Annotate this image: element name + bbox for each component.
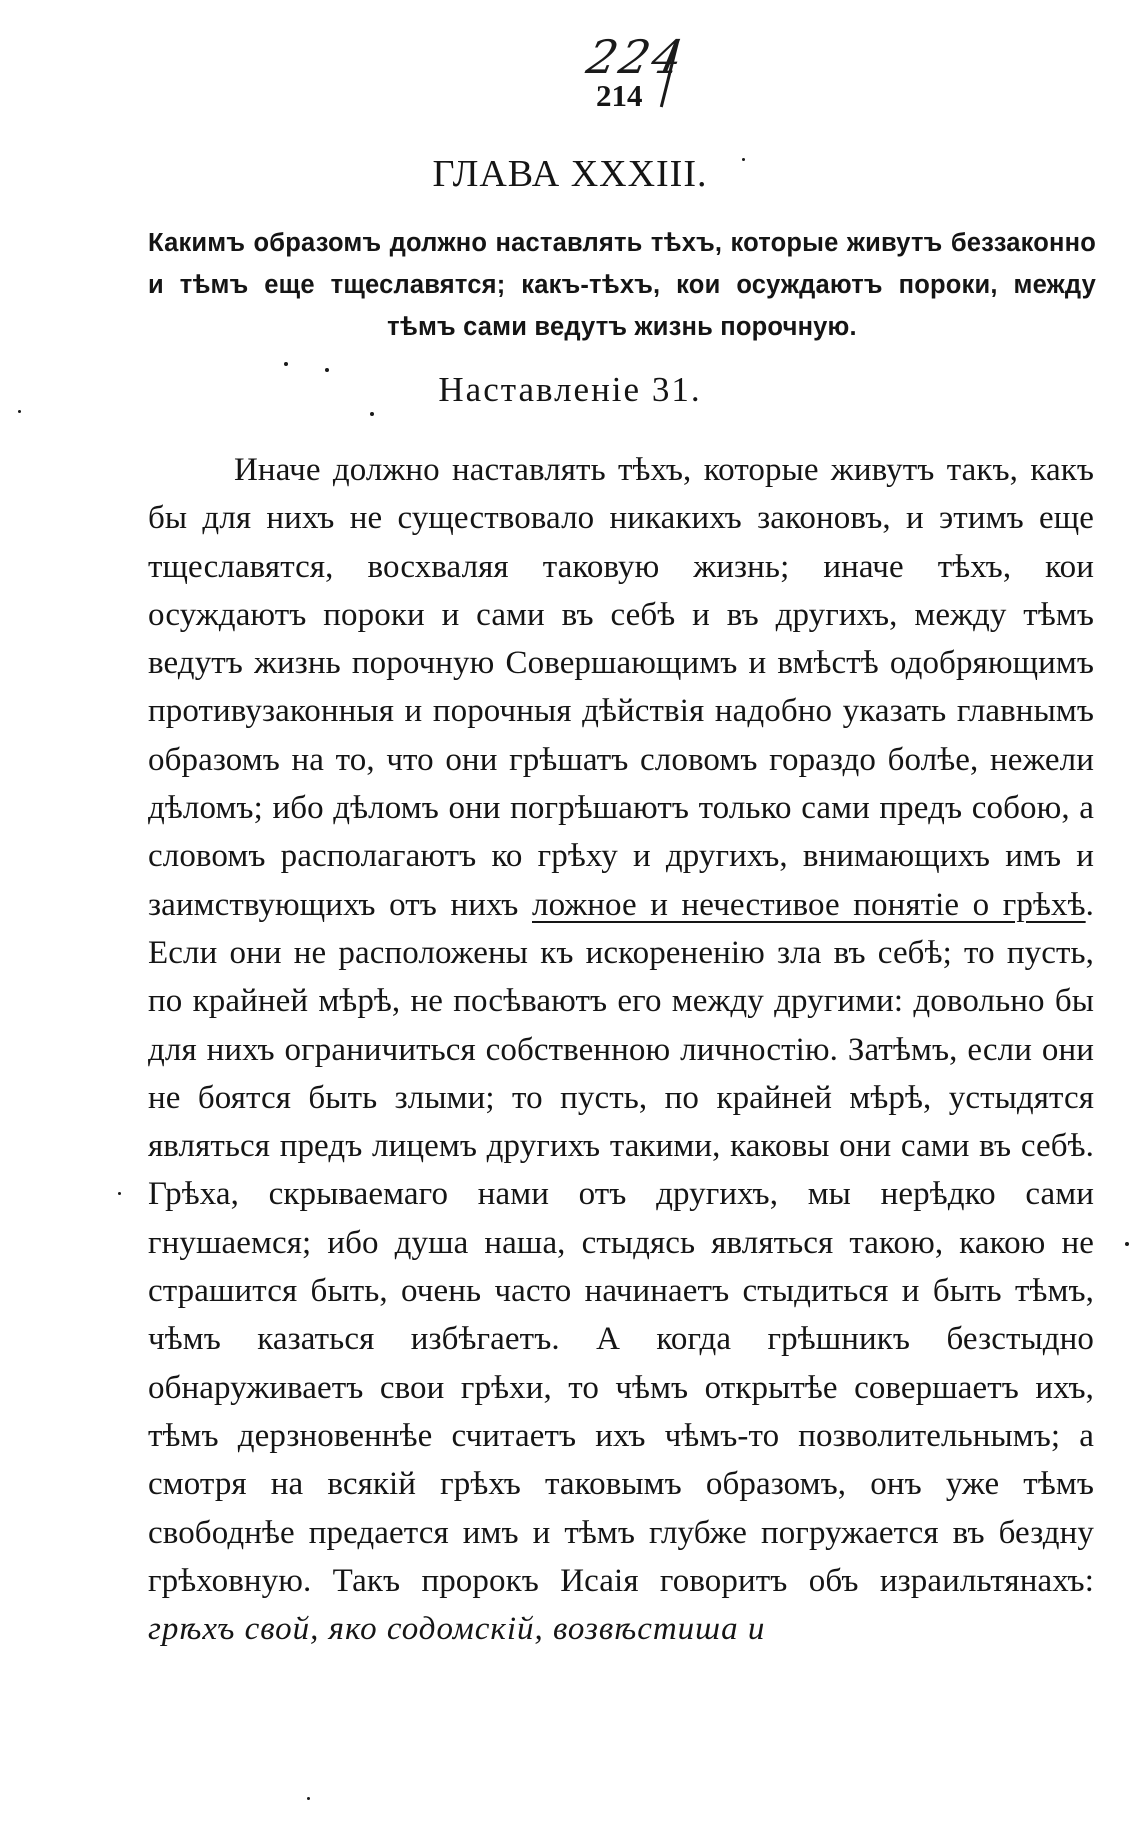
scan-speck bbox=[370, 412, 374, 416]
body-paragraph bbox=[148, 446, 1094, 1653]
chapter-summary: Какимъ образомъ должно наставлять тѣхъ, которые живутъ беззаконно и тѣмъ еще тщеславятся; какъ-тѣхъ, кои осуждаютъ пороки, между тѣмъ сами ведутъ жизнь порочную. bbox=[148, 229, 1096, 341]
printed-page-number: 214 bbox=[596, 78, 643, 113]
body-text-part-2: . Если они не расположены къ искорененію зла въ себѣ; то пусть, по крайней мѣрѣ, не посѣваютъ его между другими: довольно бы для нихъ ограничиться собственною личностію. Затѣмъ, если они не боятся быть злыми; то пусть, по крайней мѣрѣ, устыдятся являться предъ лицемъ другихъ такими, каковы они сами въ себѣ. Грѣха, скрываемаго нами отъ другихъ, мы нерѣдко сами гнушаемся; ибо душа наша, стыдясь являться такою, какою не страшится быть, очень часто начинаетъ стыдиться и быть тѣмъ, чѣмъ казаться избѣгаетъ. А когда грѣшникъ безстыдно обнаруживаетъ свои грѣхи, то чѣмъ открытѣе совершаетъ ихъ, тѣмъ дерзновеннѣе считаетъ ихъ чѣмъ-то позволительнымъ; а смотря на всякій грѣхъ таковымъ образомъ, онъ уже тѣмъ свободнѣе предается имъ и тѣмъ глубже погружается въ бездну грѣховную. Такъ пророкъ Исаія говоритъ объ израильтянахъ: bbox=[148, 886, 1094, 1599]
scripture-quote: грѣхъ свой, яко содомскій, возвѣстиша и bbox=[148, 1611, 766, 1648]
scan-speck bbox=[284, 362, 288, 366]
scan-speck bbox=[325, 368, 329, 372]
sermon-heading: Наставленіе 31. bbox=[438, 370, 702, 409]
scan-speck bbox=[1125, 1242, 1129, 1246]
scan-speck bbox=[18, 410, 21, 413]
chapter-title: ГЛАВА XXXIII. bbox=[432, 153, 708, 195]
body-text-part-1: Иначе должно наставлять тѣхъ, которые живутъ такъ, какъ бы для нихъ не существовало никакихъ законовъ, и этимъ еще тщеславятся, восхваляя таковую жизнь; иначе тѣхъ, кои осуждаютъ пороки и сами въ себѣ и въ другихъ, между тѣмъ ведутъ жизнь порочную Совершающимъ и вмѣстѣ одобряющимъ противузаконныя и порочныя дѣйствія надобно указать главнымъ образомъ на то, что они грѣшатъ словомъ гораздо болѣе, нежели дѣломъ; ибо дѣломъ они погрѣшаютъ только сами предъ собою, а словомъ располагаютъ ко грѣху и другихъ, внимающихъ имъ и заимствующихъ отъ нихъ bbox=[148, 452, 1094, 923]
handwritten-folio-number: 224 bbox=[582, 30, 691, 84]
scan-speck bbox=[742, 158, 745, 161]
scan-speck bbox=[118, 1192, 121, 1195]
underlined-phrase: ложное и нечестивое понятіе о грѣхѣ bbox=[532, 886, 1086, 923]
scan-speck bbox=[307, 1797, 310, 1800]
